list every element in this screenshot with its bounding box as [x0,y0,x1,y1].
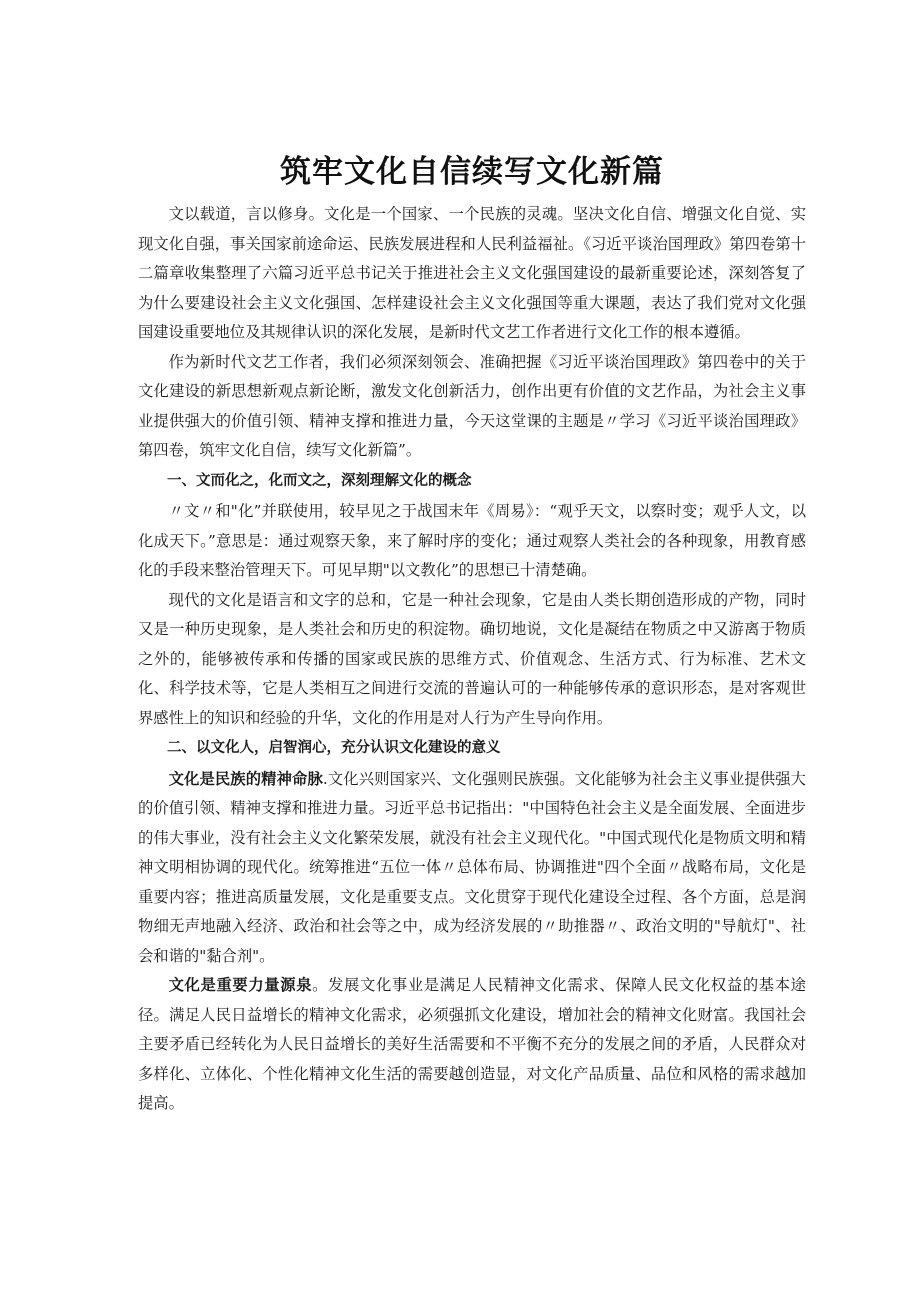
section-1-heading: 一、文而化之，化而文之，深刻理解文化的概念 [167,472,472,489]
document-body [138,150,806,1119]
section-2-paragraph-1-body: .文化兴则国家兴、文化强则民族强。文化能够为社会主义事业提供强大的价值引领、精神支撑和推进力量。习近平总书记指出："中国特色社会主义是全面发展、全面进步的伟大事业，没有社会主义文化繁荣发展，就没有社会主义现代化。"中国式现代化是物质文明和精神文明相协调的现代化。统筹推进“五位一体〃总体布局、协调推进"四个全面〃战略布局，文化是重要内容；推进高质量发展，文化是重要支点。文化贯穿于现代化建设全过程、各个方面，总是润物细无声地融入经济、政治和社会等之中，成为经济发展的〃助推器〃、政治文明的"导航灯"、社会和谐的"黏合剂"。 [138,769,806,965]
section-2-paragraph-2-body: 。发展文化事业是满足人民精神文化需求、保障人民文化权益的基本途径。满足人民日益增长的精神文化需求，必须强抓文化建设，增加社会的精神文化财富。我国社会主要矛盾已经转化为人民日益增长的美好生活需要和不平衡不充分的发展之间的矛盾，人民群众对多样化、立体化、个性化精神文化生活的需要越创造显，对文化产品质量、品位和风格的需求越加提高。 [138,976,806,1112]
intro-paragraph-2: 作为新时代文艺工作者，我们必须深刻领会、准确把握《习近平谈治国理政》第四卷中的关于文化建设的新思想新观点新论断，激发文化创新活力，创作出更有价值的文艺作品，为社会主义事业提供强大的价值引领、精神支撑和推进力量，今天这堂课的主题是〃学习《习近平谈治国理政》第四卷，筑牢文化自信，续写文化新篇”。 [138,352,806,459]
section-1-paragraph-2: 现代的文化是语言和文字的总和，它是一种社会现象，它是由人类长期创造形成的产物，同时又是一种历史现象，是人类社会和历史的积淀物。确切地说，文化是凝结在物质之中又游离于物质之外的，能够被传承和传播的国家或民族的思维方式、价值观念、生活方式、行为标准、艺术文化、科学技术等，它是人类相互之间进行交流的普遍认可的一种能够传承的意识形态，是对客观世界感性上的知识和经验的升华，文化的作用是对人行为产生导向作用。 [138,590,806,727]
section-2-paragraph-1 [138,765,806,972]
section-1-paragraph-1: 〃文〃和"化”并联使用，较早见之于战国末年《周易》：“观乎天文，以察时变；观乎人文，以化成天下。”意思是：通过观察天象，来了解时序的变化；通过观察人类社会的各种现象，用教育感化的手段来整治管理天下。可见早期"以文教化”的思想已十清楚确。 [138,502,806,579]
section-2-paragraph-2 [138,971,806,1119]
document-title: 筑牢文化自信续写文化新篇 [280,154,664,190]
section-2-paragraph-1-lead: 文化是民族的精神命脉 [168,769,323,788]
section-2-heading: 二、以文化人，启智润心，充分认识文化建设的意义 [167,740,501,756]
section-2-paragraph-2-lead: 文化是重要力量源泉 [168,976,313,994]
intro-paragraph-1: 文以载道，言以修身。文化是一个国家、一个民族的灵魂。坚决文化自信、增强文化自觉、实现文化自强，事关国家前途命运、民族发展进程和人民利益福祉。《习近平谈治国理政》第四卷第十二篇章收集整理了六篇习近平总书记关于推进社会主义文化强国建设的最新重要论述，深刻答复了为什么要建设社会主义文化强国、怎样建设社会主义文化强国等重大课题，表达了我们党对文化强国建设重要地位及其规律认识的深化发展，是新时代文艺工作者进行文化工作的根本遵循。 [138,205,806,341]
